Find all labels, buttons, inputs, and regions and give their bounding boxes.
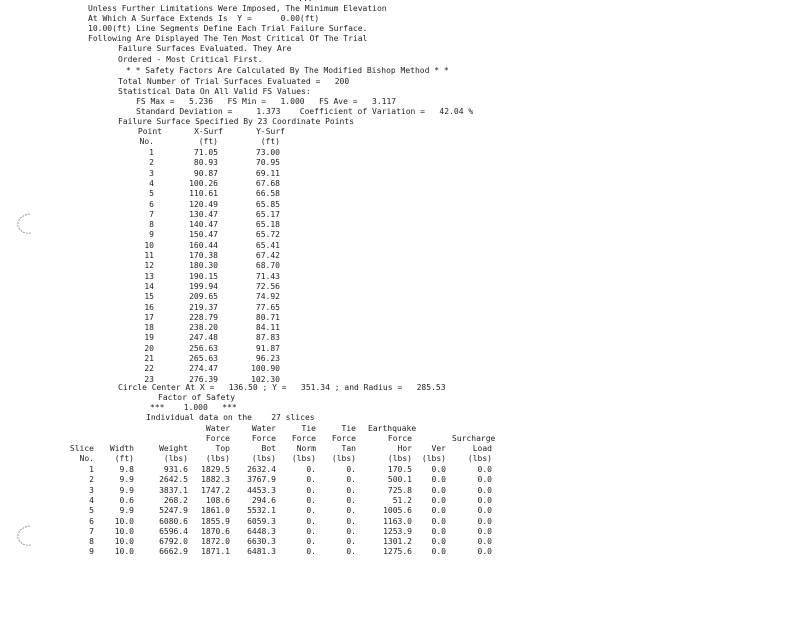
slice-header-cell: Width [109, 444, 134, 453]
slice-cell: 500.1 [387, 475, 412, 485]
slice-header-cell: Force [291, 434, 316, 443]
x-surf-value: 199.94 [189, 281, 218, 291]
slice-cell: 1870.6 [201, 526, 230, 536]
slice-cell: 0. [306, 537, 316, 547]
x-surf-value: 130.47 [189, 209, 218, 219]
slice-cell: 10.0 [114, 547, 134, 557]
slice-cell: 0. [346, 506, 356, 516]
slice-header-cell: Bot [261, 444, 276, 453]
slice-cell: 4453.3 [247, 485, 276, 495]
slice-cell: 10.0 [114, 537, 134, 547]
slice-cell: 0.0 [431, 465, 446, 474]
slice-header-cell: Top [215, 444, 230, 453]
point-number: 11 [144, 251, 154, 260]
x-surf-value: 228.79 [189, 312, 218, 322]
slice-cell: 5532.1 [247, 506, 276, 516]
slice-cell: 1163.0 [383, 516, 412, 526]
slice-cell: 0.0 [477, 526, 492, 536]
points-header: (ft) [198, 137, 218, 146]
y-surf-value: 65.41 [255, 240, 280, 250]
point-number: 15 [144, 292, 154, 302]
point-number: 1 [149, 148, 154, 157]
x-surf-value: 80.93 [193, 158, 218, 168]
slice-cell: 0.0 [431, 485, 446, 495]
slice-cell: 1861.0 [201, 506, 230, 516]
slice-header-cell: Water [205, 424, 230, 433]
slice-cell: 0.0 [477, 475, 492, 485]
slice-cell: 0.0 [431, 526, 446, 536]
slice-cell: 0. [346, 526, 356, 536]
y-surf-value: 84.11 [255, 323, 280, 333]
slice-cell: 0.0 [431, 537, 446, 547]
y-surf-value: 74.92 [255, 292, 280, 302]
y-surf-value: 65.72 [255, 230, 280, 240]
slice-cell: 170.5 [387, 465, 412, 474]
slice-cell: 0.0 [477, 465, 492, 474]
slice-cell: 9 [89, 547, 94, 557]
x-surf-value: 276.39 [189, 374, 218, 384]
y-surf-value: 100.90 [251, 364, 280, 374]
header-line: At Which A Surface Extends Is Y = 0.00(ft) [88, 14, 320, 23]
slice-cell: 5 [89, 506, 94, 516]
points-header: Y-Surf [256, 127, 285, 136]
header-line: Statistical Data On All Valid FS Values: [118, 87, 311, 96]
slice-header-cell: (lbs) [205, 454, 230, 463]
slice-header-cell: Force [331, 434, 356, 443]
slice-cell: 0. [346, 465, 356, 474]
slice-cell: 725.8 [387, 485, 412, 495]
slice-header-cell: Tie [301, 424, 316, 433]
slice-cell: 268.2 [163, 495, 188, 505]
y-surf-value: 77.65 [255, 302, 280, 312]
points-header: Point [137, 127, 162, 136]
x-surf-value: 140.47 [189, 220, 218, 230]
factor-of-safety-value: *** 1.000 *** [150, 403, 237, 412]
slice-cell: 0.0 [431, 547, 446, 557]
slice-header-cell: (lbs) [251, 454, 276, 463]
slice-cell: 6596.4 [159, 526, 188, 536]
point-number: 13 [144, 271, 154, 281]
slice-cell: 0. [346, 547, 356, 557]
slice-cell: 0. [306, 495, 316, 505]
point-number: 8 [149, 220, 154, 230]
point-number: 3 [149, 168, 154, 178]
x-surf-value: 180.30 [189, 261, 218, 271]
slice-header-cell: Tan [341, 444, 356, 453]
point-number: 4 [149, 178, 154, 188]
point-number: 6 [149, 199, 154, 209]
slice-cell: 0.0 [431, 475, 446, 485]
y-surf-value: 72.56 [255, 281, 280, 291]
y-surf-value: 73.00 [255, 148, 280, 157]
slice-header-cell: (lbs) [467, 454, 492, 463]
y-surf-value: 91.87 [255, 343, 280, 353]
y-surf-value: 65.18 [255, 220, 280, 230]
slice-cell: 3767.9 [247, 475, 276, 485]
slice-header-cell: Weight [159, 444, 188, 453]
slice-cell: 51.2 [392, 495, 412, 505]
slice-cell: 1829.5 [201, 465, 230, 474]
slices-title: Individual data on the 27 slices [146, 413, 315, 422]
point-number: 16 [144, 302, 154, 312]
slice-cell: 0. [306, 485, 316, 495]
slice-header-cell: Earthquake [368, 424, 417, 433]
x-surf-value: 90.87 [193, 168, 218, 178]
factor-of-safety-label: Factor of Safety [158, 393, 236, 402]
slice-header-cell: Load [472, 444, 492, 453]
y-surf-value: 70.95 [255, 158, 280, 168]
slice-cell: 5247.9 [159, 506, 188, 516]
punch-hole-mark [14, 212, 34, 236]
slice-cell: 0.0 [477, 506, 492, 516]
y-surf-value: 69.11 [255, 168, 280, 178]
slice-cell: 0. [306, 516, 316, 526]
points-header: (ft) [260, 137, 280, 146]
y-surf-value: 68.70 [255, 261, 280, 271]
slice-cell: 1871.1 [201, 547, 230, 557]
x-surf-value: 150.47 [189, 230, 218, 240]
header-line: Total Number of Trial Surfaces Evaluated = 200 [118, 77, 350, 86]
point-number: 14 [144, 281, 154, 291]
y-surf-value: 102.30 [251, 374, 280, 384]
point-number: 18 [144, 323, 154, 333]
x-surf-value: 100.26 [189, 178, 218, 188]
y-surf-value: 71.43 [255, 271, 280, 281]
point-number: 23 [144, 374, 154, 384]
header-line: FS Max = 5.236 FS Min = 1.000 FS Ave = 3.117 [136, 97, 397, 106]
slice-header-cell: Hor [397, 444, 412, 453]
slice-cell: 1005.6 [383, 506, 412, 516]
slice-cell: 2642.5 [159, 475, 188, 485]
points-header: X-Surf [194, 127, 223, 136]
point-number: 21 [144, 354, 154, 363]
slice-cell: 7 [89, 526, 94, 536]
slice-cell: 0.0 [431, 506, 446, 516]
slice-header-cell: Slice [69, 444, 94, 453]
slice-cell: 108.6 [205, 495, 230, 505]
slice-cell: 6662.9 [159, 547, 188, 557]
point-number: 20 [144, 343, 154, 353]
point-number: 22 [144, 364, 154, 374]
slice-cell: 6481.3 [247, 547, 276, 557]
slice-cell: 9.8 [119, 465, 134, 474]
x-surf-value: 190.15 [189, 271, 218, 281]
slice-cell: 0.0 [431, 516, 446, 526]
x-surf-value: 160.44 [189, 240, 218, 250]
slice-cell: 2 [89, 475, 94, 485]
slice-cell: 3837.1 [159, 485, 188, 495]
point-number: 19 [144, 333, 154, 343]
point-number: 17 [144, 312, 154, 322]
slice-cell: 1253.9 [383, 526, 412, 536]
slice-cell: 0. [306, 506, 316, 516]
slice-header-cell: (ft) [114, 454, 134, 463]
slice-cell: 0.0 [477, 516, 492, 526]
point-number: 10 [144, 240, 154, 250]
y-surf-value: 87.83 [255, 333, 280, 343]
slice-cell: 0.6 [119, 495, 134, 505]
x-surf-value: 219.37 [189, 302, 218, 312]
slice-header-cell: Water [251, 424, 276, 433]
slice-cell: 0.0 [477, 495, 492, 505]
slice-cell: 0. [306, 475, 316, 485]
slice-cell: 0.0 [431, 495, 446, 505]
y-surf-value: 66.58 [255, 189, 280, 199]
slice-cell: 0. [346, 475, 356, 485]
slice-cell: 0. [346, 485, 356, 495]
slice-cell: 6 [89, 516, 94, 526]
point-number: 2 [149, 158, 154, 168]
x-surf-value: 247.48 [189, 333, 218, 343]
slice-cell: 9.9 [119, 506, 134, 516]
slice-header-cell: Tie [341, 424, 356, 433]
slice-cell: 1 [89, 465, 94, 474]
x-surf-value: 265.63 [189, 354, 218, 363]
slice-header-cell: Surcharge [452, 434, 496, 443]
slice-cell: 294.6 [251, 495, 276, 505]
punch-hole-mark [14, 524, 34, 548]
header-line: Failure Surface Specified By 23 Coordinate Points [118, 117, 355, 126]
x-surf-value: 238.20 [189, 323, 218, 333]
x-surf-value: 256.63 [189, 343, 218, 353]
slice-cell: 0. [346, 495, 356, 505]
x-surf-value: 110.61 [189, 189, 218, 199]
y-surf-value: 67.42 [255, 251, 280, 260]
slice-cell: 8 [89, 537, 94, 547]
slice-cell: 0.0 [477, 547, 492, 557]
slice-cell: 931.6 [163, 465, 188, 474]
header-line: Ordered - Most Critical First. [118, 55, 263, 64]
slice-cell: 3 [89, 485, 94, 495]
x-surf-value: 71.05 [193, 148, 218, 157]
slice-cell: 6630.3 [247, 537, 276, 547]
header-line: Following Are Displayed The Ten Most Critical Of The Trial [88, 34, 368, 43]
x-surf-value: 170.38 [189, 251, 218, 260]
slice-cell: 1275.6 [383, 547, 412, 557]
circle-center-line: Circle Center At X = 136.50 ; Y = 351.34 ; and Radius = 285.53 [118, 383, 446, 392]
slice-header-cell: Force [251, 434, 276, 443]
slice-cell: 1301.2 [383, 537, 412, 547]
slice-header-cell: (lbs) [163, 454, 188, 463]
slice-cell: 6792.0 [159, 537, 188, 547]
header-line: * * Safety Factors Are Calculated By The Modified Bishop Method * * [126, 66, 449, 75]
y-surf-value: 96.23 [255, 354, 280, 363]
slice-header-cell: Force [205, 434, 230, 443]
x-surf-value: 274.47 [189, 364, 218, 374]
slice-header-cell: Ver [431, 444, 446, 453]
slice-cell: 9.9 [119, 485, 134, 495]
slice-header-cell: (lbs) [331, 454, 356, 463]
slice-cell: 1855.9 [201, 516, 230, 526]
slice-cell: 2632.4 [247, 465, 276, 474]
slice-cell: 0. [306, 465, 316, 474]
slice-header-cell: No. [79, 454, 94, 463]
header-line: Failure Surfaces Evaluated. They Are [118, 44, 292, 53]
slice-header-cell: (lbs) [387, 454, 412, 463]
slice-header-cell: (lbs) [291, 454, 316, 463]
header-line: 10.00(ft) Line Segments Define Each Trial Failure Surface. [88, 24, 368, 33]
slice-cell: 1872.0 [201, 537, 230, 547]
slice-cell: 9.9 [119, 475, 134, 485]
header-line: Unless Further Limitations Were Imposed, The Minimum Elevation [88, 4, 387, 13]
slice-cell: 10.0 [114, 526, 134, 536]
slice-cell: 0. [346, 516, 356, 526]
y-surf-value: 67.68 [255, 178, 280, 188]
y-surf-value: 65.17 [255, 209, 280, 219]
slice-cell: 4 [89, 495, 94, 505]
slice-cell: 6059.3 [247, 516, 276, 526]
slice-cell: 0. [306, 547, 316, 557]
slice-cell: 0.0 [477, 537, 492, 547]
y-surf-value: 65.85 [255, 199, 280, 209]
slice-cell: 1747.2 [201, 485, 230, 495]
slice-cell: 10.0 [114, 516, 134, 526]
slice-cell: 1882.3 [201, 475, 230, 485]
point-number: 7 [149, 209, 154, 219]
x-surf-value: 209.65 [189, 292, 218, 302]
x-surf-value: 120.49 [189, 199, 218, 209]
slice-cell: 6448.3 [247, 526, 276, 536]
points-header: No. [139, 137, 154, 146]
point-number: 5 [149, 189, 154, 199]
slice-header-cell: (lbs) [421, 454, 446, 463]
slice-cell: 0.0 [477, 485, 492, 495]
slice-cell: 6080.6 [159, 516, 188, 526]
slice-header-cell: Norm [296, 444, 316, 453]
slice-cell: 0. [346, 537, 356, 547]
header-line: Standard Deviation = 1.373 Coefficient of Variation = 42.04 % [136, 107, 474, 116]
slice-cell: 0. [306, 526, 316, 536]
point-number: 9 [149, 230, 154, 240]
slice-header-cell: Force [387, 434, 412, 443]
y-surf-value: 80.71 [255, 312, 280, 322]
point-number: 12 [144, 261, 154, 271]
